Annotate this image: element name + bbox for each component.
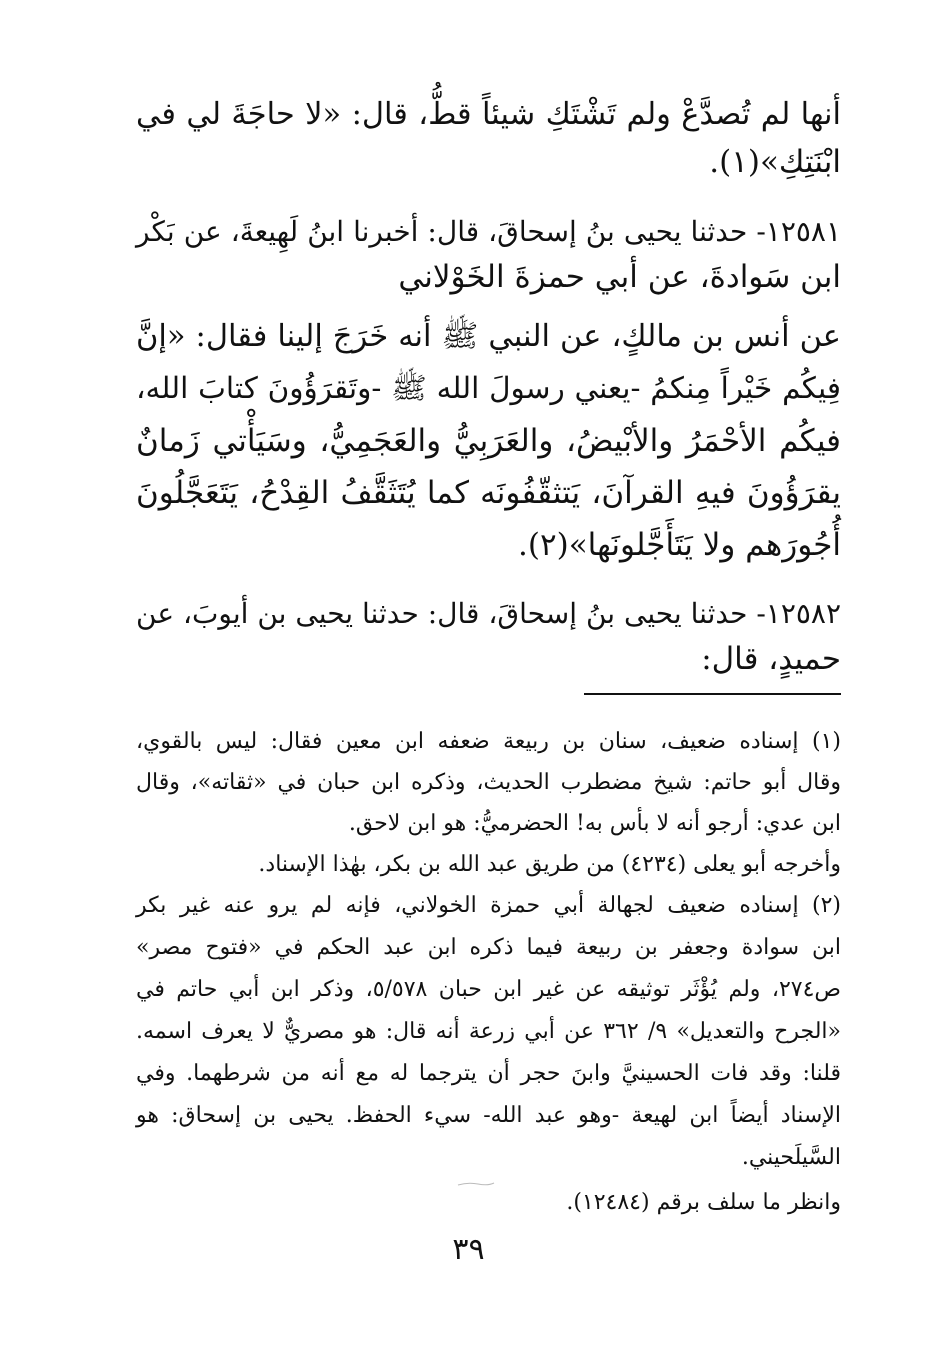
footnote-line-7: ص٢٧٤، ولم يُؤْثَر توثيقه عن غير ابن حبان ٥/٥٧٨، وذكر ابن أبي حاتم في bbox=[136, 977, 841, 1002]
main-text-line-1: أنها لم تُصدَّعْ ولم تَشْتَكِ شيئاً قطُّ، قال: «لا حاجَةَ لي في bbox=[136, 97, 842, 132]
footnote-line-8: «الجرح والتعديل» ٩/ ٣٦٢ عن أبي زرعة أنه قال: هو مصريٌّ لا يعرف اسمه. bbox=[136, 1019, 841, 1044]
hadith-matn-line-5: أُجُورَهم ولا يَتَأَجَّلونَها»(٢). bbox=[518, 527, 841, 563]
footnote-line-9: قلنا: وقد فات الحسينيَّ وابنَ حجر أن يترجما له مع أنه من شرطهما. وفي bbox=[136, 1061, 841, 1086]
footnote-separator bbox=[584, 693, 841, 695]
footnote-line-4: وأخرجه أبو يعلى (٤٢٣٤) من طريق عبد الله بن بكر، بهٰذا الإسناد. bbox=[258, 852, 841, 877]
main-text-line-2: ابْنَتِكِ»(١). bbox=[709, 144, 841, 180]
footnote-line-1: (١) إسناده ضعيف، سنان بن ربيعة ضعفه ابن معين فقال: ليس بالقوي، bbox=[136, 729, 841, 754]
hadith-12581-line-2: ابن سَوادةَ، عن أبي حمزةَ الخَوْلاني bbox=[398, 259, 841, 295]
footnote-line-12: وانظر ما سلف برقم (١٢٤٨٤). bbox=[566, 1190, 841, 1215]
hadith-matn-line-2: فِيكُم خَيْراً مِنكمُ -يعني رسولَ الله ﷺ -وتَقرَؤُونَ كتابَ الله، bbox=[136, 371, 841, 405]
footnote-line-5: (٢) إسناده ضعيف لجهالة أبي حمزة الخولاني، فإنه لم يرو عنه غير بكر bbox=[136, 893, 841, 918]
hadith-matn-line-3: فيكُم الأحْمَرُ والأبْيضُ، والعَرَبِيُّ والعَجَمِيُّ، وسَيَأْتي زَمانٌ bbox=[136, 423, 841, 459]
hadith-12581-line-1: ١٢٥٨١- حدثنا يحيى بنُ إسحاقَ، قال: أخبرنا ابنُ لَهِيعةَ، عن بَكْر bbox=[136, 215, 841, 248]
footnote-line-10: الإسناد أيضاً ابن لهيعة -وهو عبد الله- سيء الحفظ. يحيى بن إسحاق: هو bbox=[136, 1103, 841, 1128]
pen-mark bbox=[456, 1181, 496, 1187]
footnote-line-11: السَّيلَحيني. bbox=[741, 1145, 841, 1170]
footnote-line-6: ابن سوادة وجعفر بن ربيعة فيما ذكره ابن عبد الحكم في «فتوح مصر» bbox=[136, 935, 841, 960]
footnote-line-3: ابن عدي: أرجو أنه لا بأس به! الحضرميُّ: هو ابن لاحق. bbox=[348, 811, 841, 836]
hadith-12582-line-2: حميدٍ، قال: bbox=[701, 641, 841, 677]
footnote-line-2: وقال أبو حاتم: شيخ مضطرب الحديث، وذكره ابن حبان في «ثقاته»، وقال bbox=[136, 770, 841, 795]
hadith-12582-line-1: ١٢٥٨٢- حدثنا يحيى بنُ إسحاقَ، قال: حدثنا يحيى بن أيوبَ، عن bbox=[136, 597, 841, 630]
hadith-matn-line-4: يقرَؤُونَ فيهِ القرآنَ، يَتثقّفُونَه كما يُتَثَقَّفُ القِدْحُ، يَتَعَجَّلُونَ bbox=[136, 475, 841, 511]
page-number: ٣٩ bbox=[452, 1232, 485, 1267]
hadith-matn-line-1: عن أنس بن مالكٍ، عن النبي ﷺ أنه خَرَجَ إلينا فقال: «إنَّ bbox=[136, 319, 841, 354]
